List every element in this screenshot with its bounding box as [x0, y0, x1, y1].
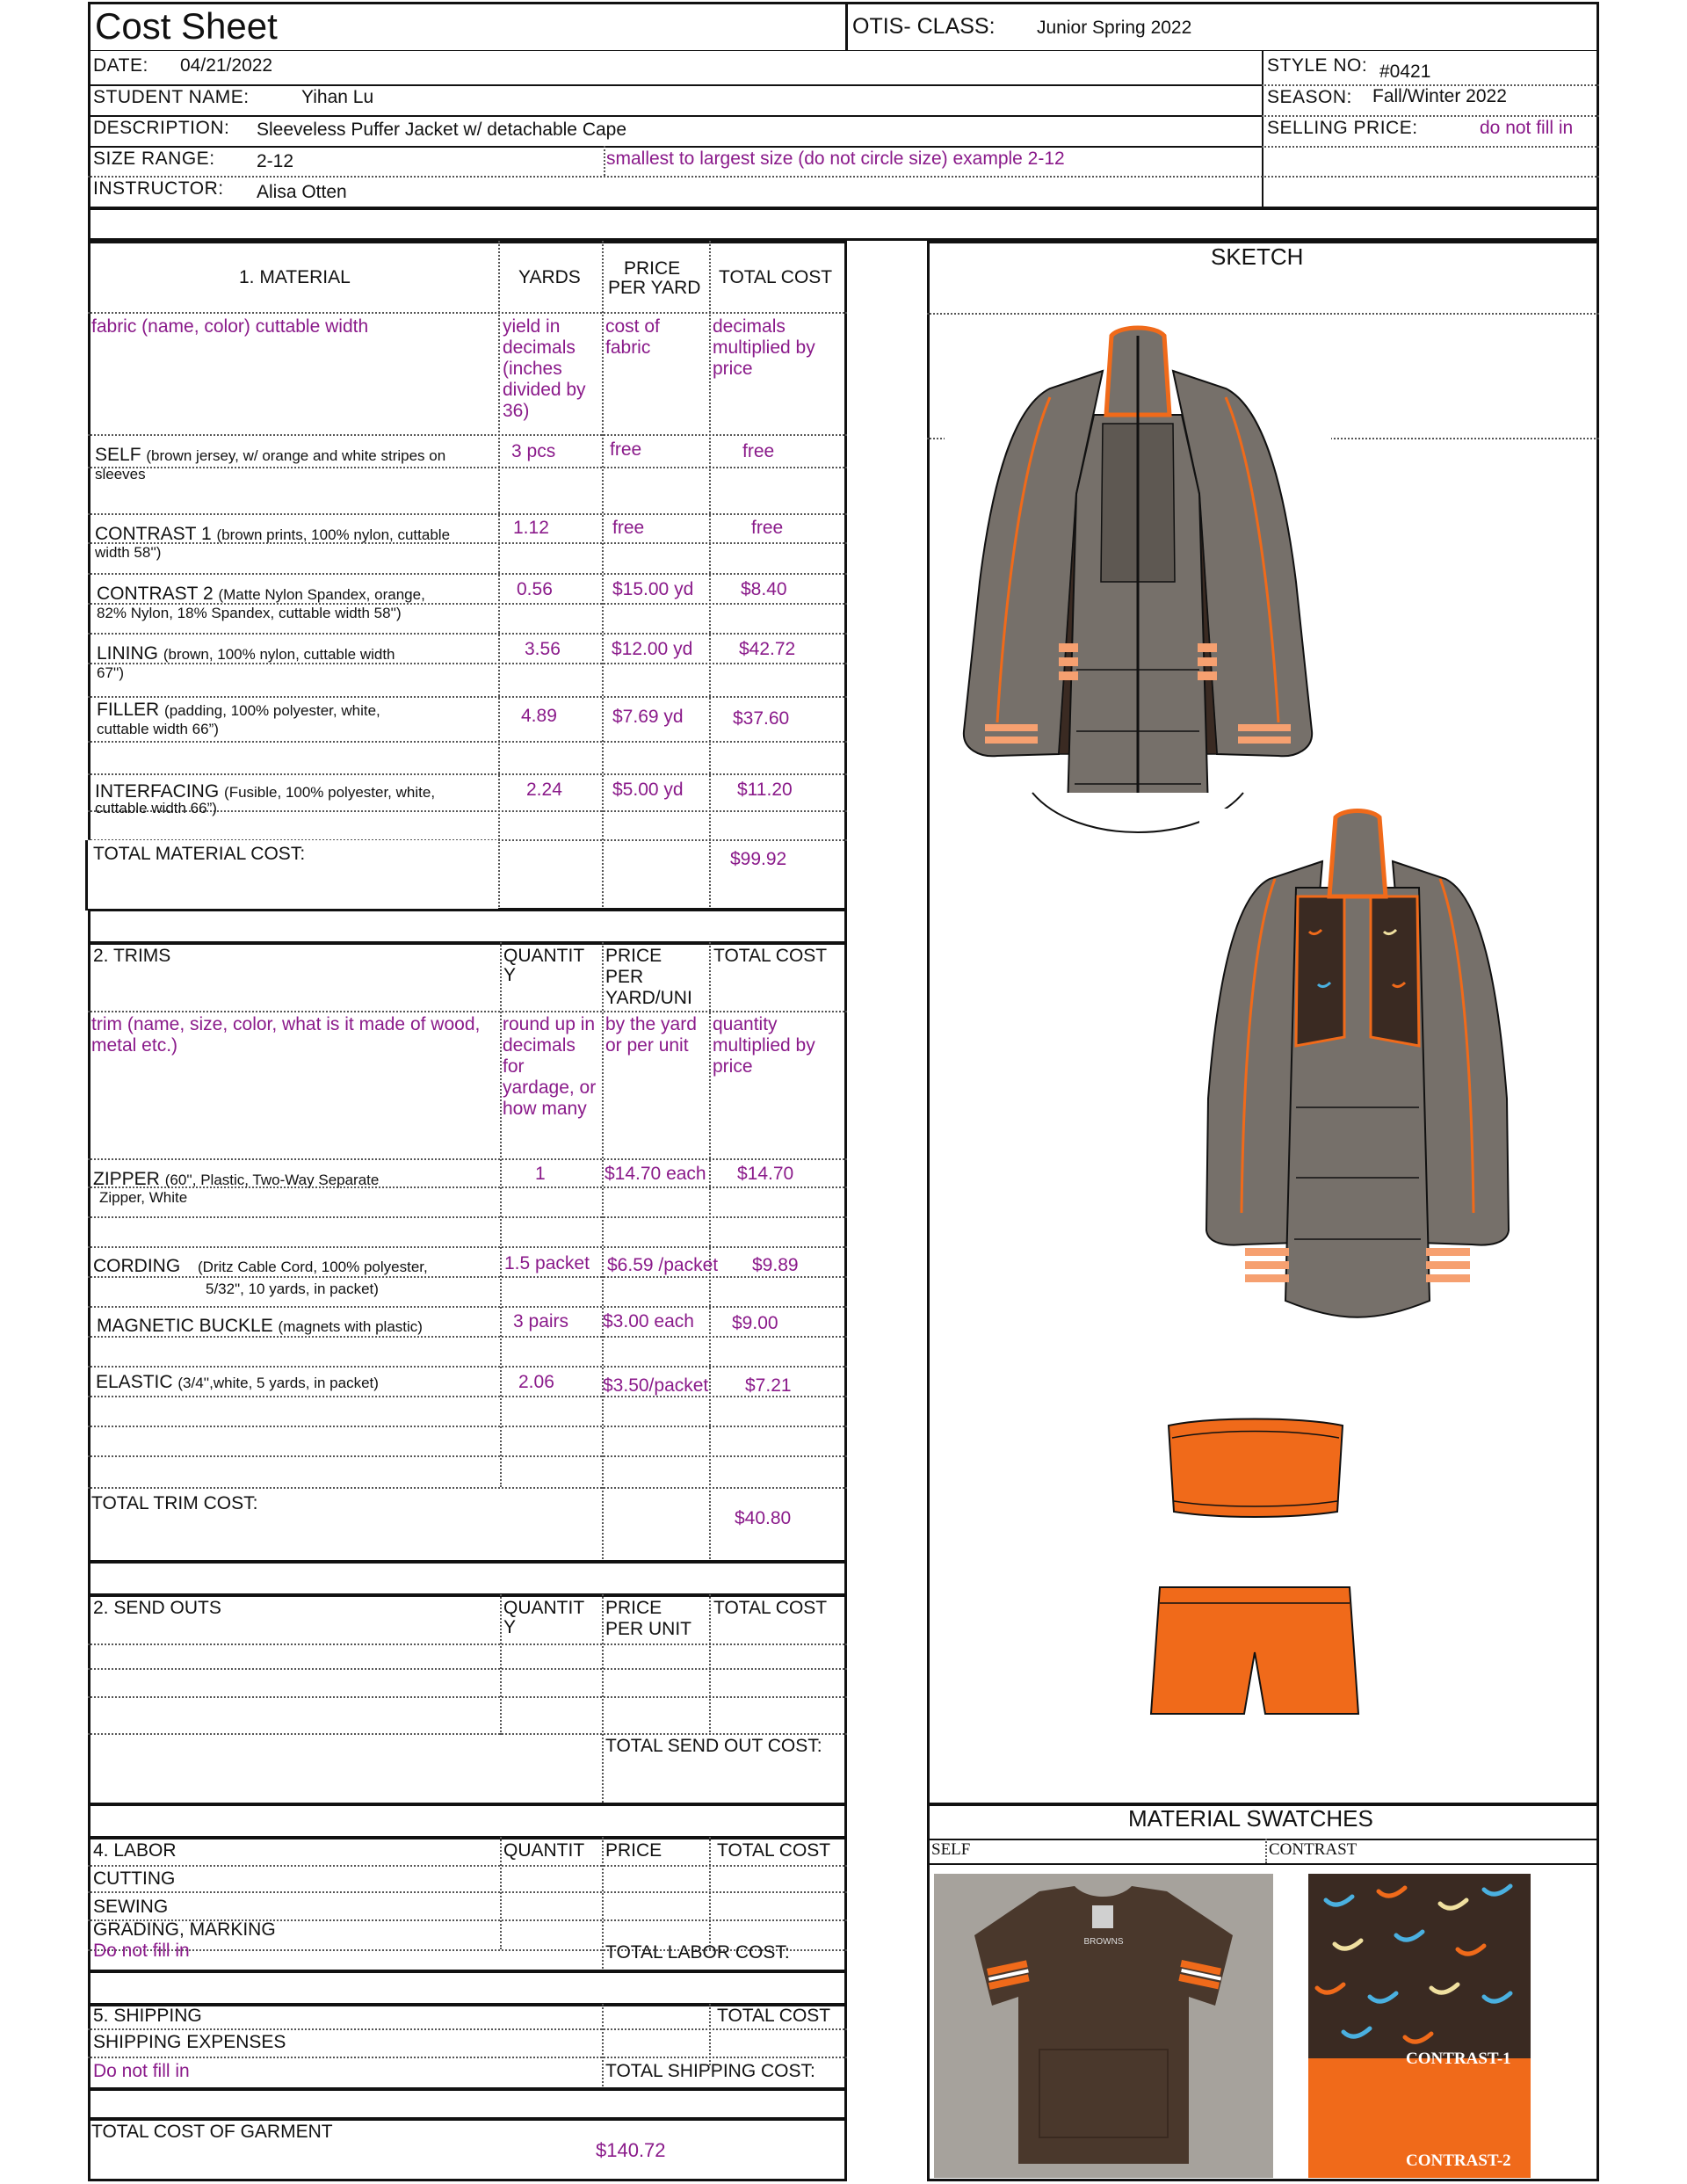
material-row: LINING (brown, 100% nylon, cuttable width — [97, 643, 395, 664]
trim-price: $14.70 each — [605, 1164, 706, 1184]
material-row: SELF (brown jersey, w/ orange and white stripes on — [95, 445, 446, 465]
trim-price: $3.50/packet — [603, 1375, 709, 1396]
trim-row: ZIPPER (60'', Plastic, Two-Way Separate — [93, 1169, 380, 1189]
col-labor: 4. LABOR — [93, 1840, 177, 1861]
col-price-1: PRICE — [624, 258, 681, 279]
material-yards: 1.12 — [513, 518, 549, 538]
spacer-bar — [88, 207, 1599, 241]
col-sendouts-qty-1: QUANTIT — [503, 1598, 585, 1618]
material-total: $37.60 — [733, 708, 790, 729]
col-material: 1. MATERIAL — [239, 267, 351, 287]
season-value: Fall/Winter 2022 — [1372, 86, 1507, 106]
trim-qty: 1 — [535, 1164, 546, 1184]
self-jersey-photo — [934, 1874, 1273, 2178]
bandeau-top-sketch — [1158, 1417, 1353, 1520]
trim-price: $6.59 /packet — [607, 1255, 719, 1275]
material-price: $7.69 yd — [612, 707, 684, 727]
sendouts-table — [88, 1594, 847, 1805]
material-row-detail: cuttable width 66”) — [95, 800, 217, 816]
date-label: DATE: — [93, 55, 148, 76]
material-price: $12.00 yd — [612, 639, 693, 659]
material-row: CONTRAST 1 (brown prints, 100% nylon, cuttable — [95, 524, 451, 544]
back-jacket-sketch — [1199, 809, 1516, 1318]
trim-row: ELASTIC (3/4'',white, 5 yards, in packet) — [96, 1372, 379, 1392]
labor-row-grading: GRADING, MARKING — [93, 1919, 276, 1940]
hint-price: cost of fabric — [605, 316, 660, 358]
hint-trim-price: by the yard or per unit — [605, 1014, 697, 1056]
trim-total: $9.00 — [732, 1313, 778, 1333]
trim-row: CORDING (Dritz Cable Cord, 100% polyester, — [93, 1256, 428, 1276]
total-material-value: $99.92 — [730, 849, 787, 869]
student-label: STUDENT NAME: — [93, 87, 250, 107]
hint-trim-qty: round up in decimals for yardage, or how many — [503, 1014, 597, 1119]
trim-qty: 2.06 — [518, 1372, 554, 1392]
trim-total: $7.21 — [745, 1375, 792, 1396]
total-sendout-label: TOTAL SEND OUT COST: — [605, 1736, 822, 1756]
shorts-sketch — [1148, 1582, 1362, 1723]
col-labor-qty: QUANTIT — [503, 1840, 585, 1861]
selling-price-label: SELLING PRICE: — [1267, 118, 1418, 138]
trim-row-detail: Zipper, White — [99, 1189, 188, 1206]
col-trims: 2. TRIMS — [93, 946, 171, 966]
col-labor-price: PRICE — [605, 1840, 662, 1861]
front-jacket-sketch — [945, 318, 1331, 845]
col-sendouts: 2. SEND OUTS — [93, 1598, 221, 1618]
col-price-2: PER YARD — [608, 278, 701, 298]
spacer-bar — [88, 1803, 847, 1839]
date-value: 04/21/2022 — [180, 55, 273, 76]
labor-row-sewing: SEWING — [93, 1897, 169, 1917]
material-total: $11.20 — [737, 780, 793, 800]
class-value: Junior Spring 2022 — [1037, 18, 1192, 38]
spacer-bar — [88, 2088, 847, 2120]
size-range-value: 2-12 — [257, 151, 294, 171]
col-shipping-total: TOTAL COST — [717, 2006, 831, 2026]
trim-price: $3.00 each — [603, 1311, 694, 1331]
col-labor-total: TOTAL COST — [717, 1840, 831, 1861]
trim-row-detail: 5/32", 10 yards, in packet) — [206, 1281, 379, 1297]
total-material-label: TOTAL MATERIAL COST: — [93, 844, 306, 864]
trim-row: MAGNETIC BUCKLE (magnets with plastic) — [97, 1316, 423, 1336]
material-row: FILLER (padding, 100% polyester, white, — [97, 700, 380, 720]
description-label: DESCRIPTION: — [93, 118, 230, 138]
jersey-wordmark: BROWNS — [1083, 1937, 1124, 1947]
labor-note: Do not fill in — [93, 1941, 190, 1961]
col-trims-price-3: YARD/UNI — [605, 988, 692, 1008]
material-price: $5.00 yd — [612, 780, 684, 800]
spacer-bar — [88, 1970, 847, 2006]
col-total: TOTAL COST — [719, 267, 833, 287]
instructor-label: INSTRUCTOR: — [93, 178, 224, 199]
material-row-detail: width 58'') — [95, 544, 162, 561]
swatch-self-label: SELF — [931, 1840, 971, 1859]
col-trims-qty-1: QUANTIT — [503, 946, 585, 966]
total-trim-label: TOTAL TRIM COST: — [91, 1493, 258, 1513]
hint-total: decimals multiplied by price — [713, 316, 815, 379]
material-row-detail: sleeves — [95, 466, 146, 483]
selling-price-value: do not fill in — [1480, 118, 1574, 138]
page-title: Cost Sheet — [95, 5, 278, 47]
col-sendouts-qty-2: Y — [503, 1617, 517, 1637]
instructor-value: Alisa Otten — [257, 182, 347, 202]
contrast-1-label: CONTRAST-1 — [1406, 2050, 1511, 2068]
trim-qty: 3 pairs — [513, 1311, 569, 1331]
material-total: free — [751, 518, 784, 538]
shipping-row: SHIPPING EXPENSES — [93, 2032, 286, 2052]
trim-total: $14.70 — [737, 1164, 794, 1184]
col-sendouts-price: PRICE PER UNIT — [605, 1598, 692, 1639]
spacer-bar — [88, 1561, 847, 1596]
total-shipping-label: TOTAL SHIPPING COST: — [605, 2061, 815, 2081]
material-price: $15.00 yd — [612, 579, 694, 599]
material-price: free — [610, 439, 642, 460]
spacer-bar — [88, 909, 847, 944]
labor-row-cutting: CUTTING — [93, 1868, 176, 1889]
col-trims-qty-2: Y — [503, 965, 517, 985]
col-sendouts-total: TOTAL COST — [713, 1598, 828, 1618]
trim-total: $9.89 — [752, 1255, 799, 1275]
material-total: $8.40 — [741, 579, 787, 599]
hint-material: fabric (name, color) cuttable width — [91, 316, 369, 337]
total-trim-value: $40.80 — [735, 1508, 792, 1528]
style-no-value: #0421 — [1379, 62, 1431, 82]
garment-total-label: TOTAL COST OF GARMENT — [91, 2122, 333, 2142]
shipping-note: Do not fill in — [93, 2061, 190, 2081]
student-value: Yihan Lu — [301, 87, 374, 107]
garment-total-value: $140.72 — [596, 2139, 666, 2161]
swatch-contrast-label: CONTRAST — [1269, 1840, 1358, 1859]
material-total: free — [742, 441, 775, 461]
description-value: Sleeveless Puffer Jacket w/ detachable Cape — [257, 120, 627, 140]
material-yards: 2.24 — [526, 780, 562, 800]
material-total: $42.72 — [739, 639, 796, 659]
material-row: INTERFACING (Fusible, 100% polyester, white, — [95, 781, 436, 802]
header-title-bar — [88, 2, 1599, 53]
col-trims-total: TOTAL COST — [713, 946, 828, 966]
style-no-label: STYLE NO: — [1267, 55, 1368, 76]
hint-trim: trim (name, size, color, what is it made of wood, metal etc.) — [91, 1014, 481, 1056]
trim-qty: 1.5 packet — [504, 1253, 590, 1273]
material-yards: 3.56 — [525, 639, 561, 659]
material-price: free — [612, 518, 645, 538]
contrast-2-label: CONTRAST-2 — [1406, 2151, 1511, 2170]
hint-yards: yield in decimals (inches divided by 36) — [503, 316, 586, 421]
material-yards: 0.56 — [517, 579, 553, 599]
material-row-detail: 67'') — [97, 664, 125, 681]
col-trims-price-1: PRICE — [605, 946, 662, 966]
col-shipping: 5. SHIPPING — [93, 2006, 202, 2026]
material-yards: 4.89 — [521, 706, 557, 726]
col-trims-price-2: PER — [605, 967, 644, 987]
material-yards: 3 pcs — [511, 441, 556, 461]
material-row-detail: cuttable width 66”) — [97, 721, 219, 737]
sketch-title: SKETCH — [1211, 243, 1304, 270]
material-row: CONTRAST 2 (Matte Nylon Spandex, orange, — [97, 584, 425, 604]
material-row-detail: 82% Nylon, 18% Spandex, cuttable width 58'') — [97, 605, 402, 621]
season-label: SEASON: — [1267, 87, 1352, 107]
size-range-hint: smallest to largest size (do not circle size) example 2-12 — [606, 149, 1065, 169]
hint-trim-total: quantity multiplied by price — [713, 1014, 815, 1077]
swatches-title: MATERIAL SWATCHES — [1128, 1805, 1373, 1832]
total-labor-label: TOTAL LABOR COST: — [605, 1942, 790, 1963]
class-label: OTIS- CLASS: — [852, 14, 996, 39]
size-range-label: SIZE RANGE: — [93, 149, 215, 169]
contrast-swatch-print — [1308, 1874, 1531, 2178]
col-yards: YARDS — [518, 267, 581, 287]
